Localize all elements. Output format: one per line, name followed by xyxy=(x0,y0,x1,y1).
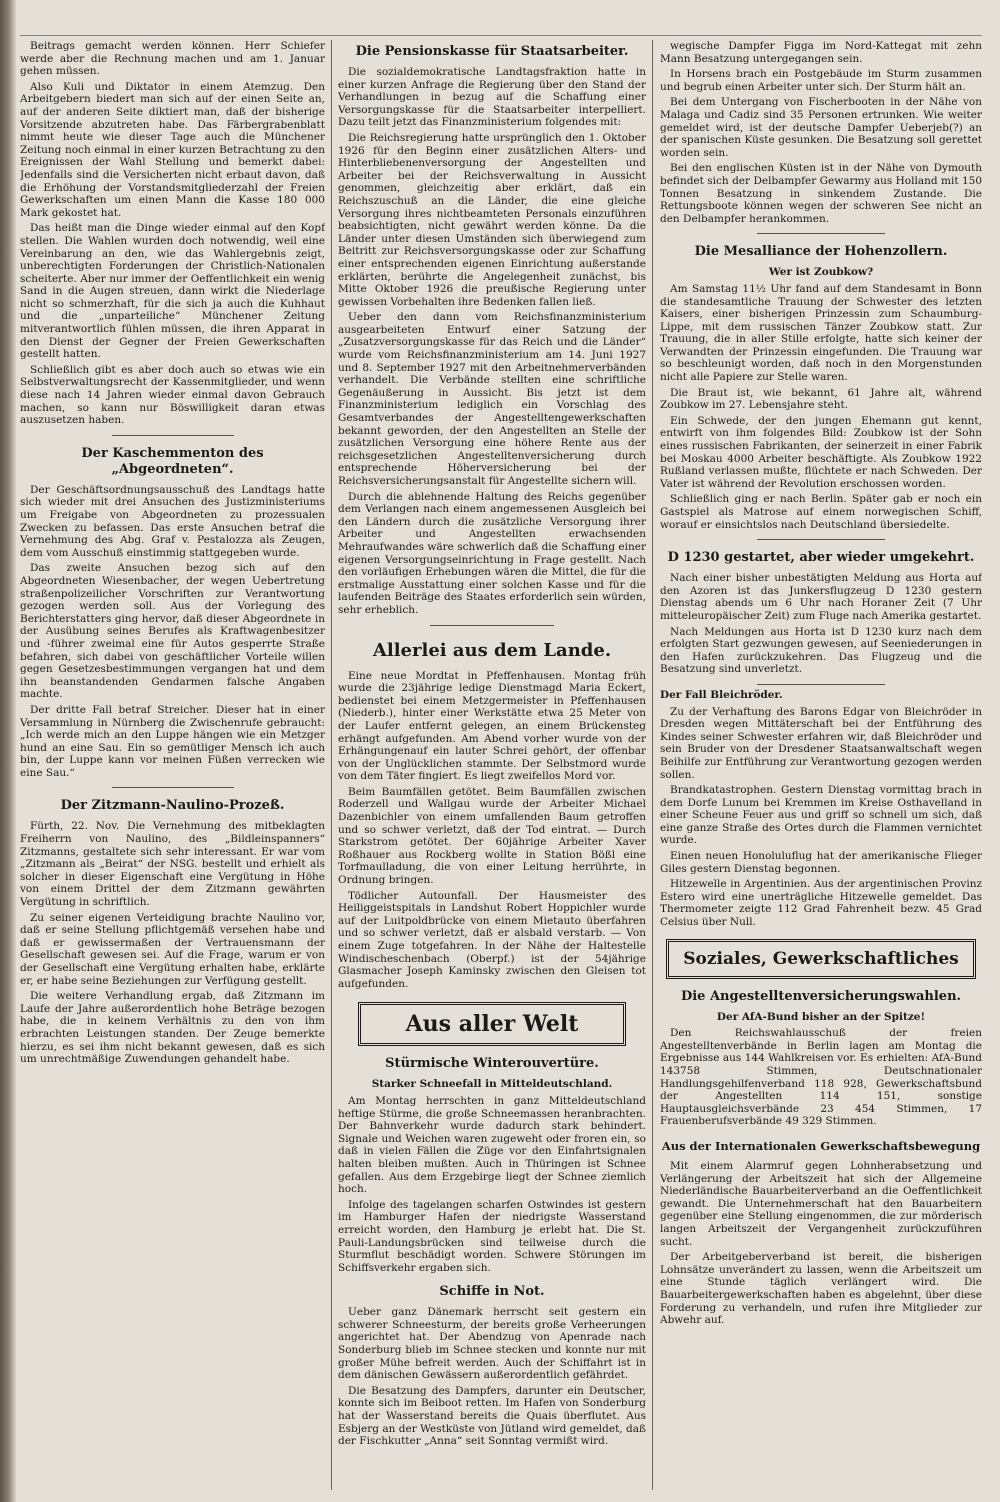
paragraph: Am Montag herrschten in ganz Mitteldeutschland heftige Stürme, die große Schneemassen heranbrachten. Der Bahnverkehr wurde dadurch stark behindert. Signale und Weichen waren zugeweht oder froren ein, so daß in vielen Fällen die Züge vor den Einfahrtsignalen halten bleiben mußten. Auch in Thüringen ist Schnee gefallen. Aus dem Erzgebirge liegt der Schnee ziemlich hoch. xyxy=(338,1094,646,1196)
paragraph: In Horsens brach ein Postgebäude im Sturm zusammen und begrub einen Arbeiter unter sich. Der Sturm hält an. xyxy=(660,68,982,93)
subheadline: Wer ist Zoubkow? xyxy=(768,266,874,279)
paragraph: Zu der Verhaftung des Barons Edgar von Bleichröder in Dresden wegen Mittäterschaft bei der Entführung des Kindes seiner Schwester erfahren wir, daß Bleichröder und sein Bruder von der Dresdener Staatsanwaltschaft wegen Beihilfe zur Entführung zur Verantwortung gezogen werden sollen. xyxy=(660,705,982,781)
column-rule-1 xyxy=(331,40,332,1490)
divider xyxy=(757,539,886,540)
divider xyxy=(112,435,234,436)
divider xyxy=(430,625,553,626)
paragraph: Den Reichswahlausschuß der freien Angestelltenverbände in Berlin lagen am Montag die Ergebnisse aus 144 Wahlkreisen vor. Es erhielten: AfA-Bund 143758 Stimmen, Deutschnationaler Handlungsgehilfenverband 118 928, Gewerkschaftsbund der Angestellten 114 151, sonstige Hauptausgleichsverbände 23 454 Stimmen, 17 Frauenberufsverbände 49 329 Stimmen. xyxy=(660,1027,982,1128)
paragraph: Beitrags gemacht werden können. Herr Schiefer werde aber die Rechnung machen und am 1. Januar gehen müssen. xyxy=(20,40,325,78)
paragraph: Infolge des tagelangen scharfen Ostwindes ist gestern im Hamburger Hafen der niedrigste Wasserstand erreicht worden, den Hamburg je erlebt hat. Die St. Pauli-Landungsbrücken sind teilweise durch die Sturmflut beschädigt worden. Schwere Störungen im Schiffsverkehr ergaben sich. xyxy=(338,1198,646,1274)
divider xyxy=(757,233,886,234)
paragraph: Der dritte Fall betraf Streicher. Dieser hat in einer Versammlung in Nürnberg die Zwischenrufe gebraucht: „Ich werde mich an den Luppe hängen wie ein Metzger hund an eine Sau. Ein so gemütliger Mensch ich auch bin, der Luppe kann vor meinen Füßen verrecken wie eine Sau.“ xyxy=(20,703,325,779)
paragraph: Zu seiner eigenen Verteidigung brachte Naulino vor, daß er seine Stellung pflichtgemäß versehen habe und daß er gewissermaßen der Vertrauensmann der Gesellschaft gewesen sei. Auf die Frage, warum er von der Gesellschaft eine Vergütung erhalten habe, erklärte er, er habe seine Beziehungen zur Verfügung gestellt. xyxy=(20,911,325,987)
divider xyxy=(757,684,886,685)
headline-pensionskasse: Die Pensionskasse für Staatsarbeiter. xyxy=(355,44,629,59)
paragraph: Die Braut ist, wie bekannt, 61 Jahre alt, während Zoubkow im 27. Lebensjahre steht. xyxy=(660,386,982,412)
paragraph: Das zweite Ansuchen bezog sich auf den Abgeordneten Wiesenbacher, der wegen Uebertretung straßenpolizeilicher Vorschriften zur Verantwortung gezogen werden soll. Aus der Vorlegung des Berichterstatters ging hervor, daß dieser Abgeordnete in der Ausübung seines Berufes als Kraftwagenbesitzer und -führer zweimal eine für Autos gesperrte Straße befahren, sich dabei von geschäftlicher Vorteile willen gegen Gesetzesbestimmungen vergangen hat und dem ihn beanstandenden Gendarmen falsche Angaben machte. xyxy=(20,562,325,701)
paragraph: Bei den englischen Küsten ist in der Nähe von Dymouth befindet sich der Delbampfer Gewarmy aus Holland mit 150 Tonnen Besatzung in sinkendem Zustande. Die Rettungsboote können wegen der schweren See nicht an den Delbampfer herankommen. xyxy=(660,162,982,225)
paragraph: Der Arbeitgeberverband ist bereit, die bisherigen Lohnsätze unverändert zu lassen, wenn die Arbeitszeit um eine Stunde täglich verlängert wird. Die Bauarbeitergewerkschaften haben es abgelehnt, über diese Forderung zu verhandeln, und rufen ihre Mitglieder zur Abwehr auf. xyxy=(660,1251,982,1327)
paragraph: wegische Dampfer Figga im Nord-Kattegat mit zehn Mann Besatzung untergegangen sein. xyxy=(660,40,982,65)
paragraph: Ueber den dann vom Reichsfinanzministerium ausgearbeiteten Entwurf einer Satzung der „Zusatzversorgungskasse für das Reich und die Länder“ wurde vom Reichsfinanzministerium am 14. Juni 1927 und 8. September 1927 mit den Arbeitnehmerverbänden verhandelt. Die Verbände stellten eine schriftliche Gegenäußerung in Aussicht. Bis jetzt ist dem Finanzministerium lediglich ein Vorschlag des Gesamtverbandes der Angestelltengewerkschaften bekannt geworden, der den Angestellten an Stelle der zusätzlichen Versorgung eine höhere Rente aus der reichsgesetzlichen Angestelltenversicherung durch entsprechende Höherversicherung bei der Reichsversicherungsanstalt für Angestellte sichern will. xyxy=(338,311,646,487)
paragraph: Hitzewelle in Argentinien. Aus der argentinischen Provinz Estero wird eine unerträgliche Hitzewelle gemeldet. Das Thermometer zeigte 112 Grad Fahrenheit bezw. 45 Grad Celsius über Null. xyxy=(660,878,982,929)
paragraph: Schließlich gibt es aber doch auch so etwas wie ein Selbstverwaltungsrecht der Kassenmitglieder, und wenn diese nach 14 Jahren wieder einmal davon Gebrauch machen, so kann nur Böswilligkeit daran etwas auszusetzen haben. xyxy=(20,363,325,427)
divider xyxy=(112,787,234,788)
headline-allerlei: Allerlei aus dem Lande. xyxy=(372,639,612,661)
headline-angestelltenwahlen: Die Angestelltenversicherungswahlen. xyxy=(680,988,962,1004)
paragraph: Ueber ganz Dänemark herrscht seit gestern ein schwerer Schneesturm, der bereits große Verheerungen angerichtet hat. Der Abendzug von Apenrade nach Sonderburg blieb im Schnee stecken und konnte nur mit großer Mühe befreit werden. Auch der Schiffahrt ist in dem dänischen Gewässern außerordentlich gefährdet. xyxy=(338,1306,646,1382)
paragraph: Eine neue Mordtat in Pfeffenhausen. Montag früh wurde die 23jährige ledige Dienstmagd Maria Eckert, bedienstet bei einem Metzgermeister in Pfeffenhausen (Niederb.), hinter einer Werkstätte etwa 25 Meter von der Laufer entfernt gelegen, an einem Brückensteg erhängt aufgefunden. Am Abend vorher wurde von der Erhängungenauf ein lauter Schrei gehört, der offenbar von der Unglücklichen stammte. Der Selbstmord wurde von dem Täter fingiert. Es liegt zweifellos Mord vor. xyxy=(338,669,646,783)
paragraph: Der Geschäftsordnungsausschuß des Landtags hatte sich wieder mit drei Ansuchen des Justizministeriums um Freigabe von Abgeordneten zu prozessualen Zwecken zu befassen. Das erste Ansuchen betraf die Vernehmung des Abg. Graf v. Pestalozza als Zeugen, dem vom Ausschuß einstimmig stattgegeben wurde. xyxy=(20,483,325,559)
headline-bleichroeder: Der Fall Bleichröder. xyxy=(660,688,783,701)
headline-winterouverture: Stürmische Winterouvertüre. xyxy=(385,1056,599,1072)
paragraph: Die weitere Verhandlung ergab, daß Zitzmann im Laufe der Jahre außerordentlich hohe Beträge bezogen habe, die in keinem Verhältnis zu den von ihm erbrachten Leistungen standen. Der Zeuge bemerkte hierzu, es sei ihm nicht bekannt gewesen, daß es sich um unrechtmäßige Zuwendungen gehandelt habe. xyxy=(20,990,325,1066)
paragraph: Nach einer bisher unbestätigten Meldung aus Horta auf den Azoren ist das Junkersflugzeug D 1230 gestern Dienstag abends um 6 Uhr nach Horaner Zeit (7 Uhr mitteleuropäischer Zeit) zum Fluge nach Amerika gestartet. xyxy=(660,572,982,622)
binding-edge xyxy=(0,0,16,1502)
column-rule-2 xyxy=(652,40,653,1490)
top-rule xyxy=(20,35,982,36)
headline-d1230: D 1230 gestartet, aber wieder umgekehrt. xyxy=(667,550,975,566)
paragraph: Durch die ablehnende Haltung des Reichs gegenüber dem Verlangen nach einem angemessenen Ausgleich bei den Ländern durch die zusätzliche Versorgung ihrer Arbeiter und Angestellten erwachsenden Mehraufwandes wäre schwerlich daß die Schaffung einer eigenen Versorgungseinrichtung in Frage gestellt. Nach den vorläufigen Erhebungen wären die Mittel, die für die erstmalige Ausstattung einer solchen Kasse und für die laufenden Beiträge des Staates erforderlich sein würden, sehr erheblich. xyxy=(338,490,646,616)
paragraph: Brandkatastrophen. Gestern Dienstag vormittag brach in dem Dorfe Lunum bei Kremmen im Kreise Osthavelland in einer Scheune Feuer aus und griff so schnell um sich, daß eine ganze Straße des Ortes durch die Flammen vernichtet wurde. xyxy=(660,784,982,847)
subheadline: Der AfA-Bund bisher an der Spitze! xyxy=(716,1010,926,1023)
paragraph: Die Reichsregierung hatte ursprünglich den 1. Oktober 1926 für den Beginn einer zusätzlichen Alters- und Hinterbliebenenversorgung der Angestellten und Arbeiter bei der Reichsverwaltung in Aussicht genommen, gleichzeitig aber erklärt, daß ein Reichszuschuß an die Länder, die eine gleiche Versorgung ihres nichtbeamteten Personals einzuführen beabsichtigten, nicht gewährt werden könne. Da die Länder unter diesen Umständen sich überwiegend zum Beitritt zur Reichsversorgungskasse oder zur Schaffung einer entsprechenden eigenen Einrichtung außerstande erklärten, berührte die Angelegenheit zunächst, bis Mitte Oktober 1926 die preußische Regierung unter gewissen Vorbehalten ihre Bedenken fallen ließ. xyxy=(338,131,646,308)
paragraph: Nach Meldungen aus Horta ist D 1230 kurz nach dem erfolgten Start gezwungen gewesen, auf Seeniederungen in den Hafen zurückzukehren. Das Flugzeug und die Besatzung sind unverletzt. xyxy=(660,625,982,676)
paragraph: Schließlich ging er nach Berlin. Später gab er noch ein Gastspiel als Matrose auf einem norwegischen Schiff, worauf er einsichtslos nach Deutschland übersiedelte. xyxy=(660,493,982,531)
headline-schiffe-in-not: Schiffe in Not. xyxy=(439,1284,545,1300)
headline-international: Aus der Internationalen Gewerkschaftsbewegung xyxy=(661,1138,981,1153)
headline-kaschemmenton: Der Kaschemmenton des „Abgeordneten“. xyxy=(81,445,264,477)
column-left xyxy=(20,40,325,1490)
paragraph: Die Besatzung des Dampfers, darunter ein Deutscher, konnte sich im Beiboot retten. Im Hafen von Sonderburg hat der Wasserstand bereits die Quais überflutet. Aus Esbjerg an der Westküste von Jütland wird gemeldet, daß der Fischkutter „Anna“ seit Sonntag vermißt wird. xyxy=(338,1384,646,1448)
headline-mesalliance: Die Mesalliance der Hohenzollern. xyxy=(694,244,948,260)
column-right xyxy=(660,40,982,1490)
paragraph: Das heißt man die Dinge wieder einmal auf den Kopf stellen. Die Wahlen wurden doch notwendig, weil eine Vereinbarung an den, wie das Wahlergebnis zeigt, unberechtigten Forderungen der Christlich-Nationalen scheiterte. Aber nur immer der Oeffentlichkeit ein wenig Sand in die Augen streuen, dann wirkt die Niederlage nicht so schmerzhaft, für die sich ja auch die Kuhhaut und die „unparteiliche“ Münchener Zeitung mitverantwortlich fühlen müssen, die ihren Apparat in den Dienst der Gegner der Freien Gewerkschaften gestellt hatten. xyxy=(20,222,325,361)
paragraph: Beim Baumfällen getötet. Beim Baumfällen zwischen Roderzell und Wallgau wurde der Arbeiter Michael Dazenbichler von einem umfallenden Baum getroffen und so schwer verletzt, daß der Tod eintrat. — Durch Starkstrom getötet. Der 60jährige Arbeiter Xaver Roßhauer aus Rockberg wollte in Station Bößl eine Torfmaulladung, die von einer Leitung herrührte, in Ordnung bringen. xyxy=(338,785,646,887)
paragraph: Am Samstag 11½ Uhr fand auf dem Standesamt in Bonn die standesamtliche Trauung der Schwester des letzten Kaisers, einer bisherigen Prinzessin zum Schaumburg-Lippe, mit dem russischen Tänzer Zoubkow statt. Zur Trauung, die in aller Stille erfolgte, hatte sich keiner der Verwandten der Prinzessin eingefunden. Die Trauung war so beschleunigt worden, daß noch in den Morgenstunden nicht alle Papiere zur Stelle waren. xyxy=(660,282,982,384)
paragraph: Also Kuli und Diktator in einem Atemzug. Den Arbeitgebern biedert man sich auf der einen Seite an, auf der anderen Seite diktiert man, daß der bisherige Vorsitzende abzutreten habe. Das Färbergrabenblatt nimmt heute wie dieser Tage auch die Münchener Zeitung noch einmal in einer kurzen Betrachtung zu den Ereignissen der Wahl Stellung und bemerkt dabei: Jedenfalls sind die Versicherten nicht erbaut davon, daß die Erhöhung der Vorstandsmitgliederzahl der Freien Gewerkschaften um einen Mann die Kasse 180 000 Mark gekostet hat. xyxy=(20,80,325,219)
paragraph: Fürth, 22. Nov. Die Vernehmung des mitbeklagten Freiherrn von Naulino, des „Bildleinspanners“ Zitzmanns, gestaltete sich sehr interessant. Er war vom „Zitzmann als „Beirat“ der NSG. bestellt und erhielt als solcher in dieser Eigenschaft eine Vergütung in Höhe von einem Drittel der dem Zitzmann gewährten Vergütung in schriftlich. xyxy=(20,820,325,909)
section-box-soziales: Soziales, Gewerkschaftliches xyxy=(666,939,976,979)
paragraph: Die sozialdemokratische Landtagsfraktion hatte in einer kurzen Anfrage die Regierung über den Stand der Verhandlungen in bezug auf die Schaffung einer Versorgungskasse für die Staatsarbeiter interpelliert. Dazu teilt jetzt das Finanzministerium folgendes mit: xyxy=(338,66,646,129)
paragraph: Einen neuen Honoluluflug hat der amerikanische Flieger Giles gestern Dienstag begonnen. xyxy=(660,850,982,875)
section-box-aus-aller-welt: Aus aller Welt xyxy=(358,1002,626,1046)
paragraph: Tödlicher Autounfall. Der Hausmeister des Heiliggeistspitals in Landshut Robert Hoppichler wurde auf der Luitpoldbrücke von einem Mietauto überfahren und so schwer verletzt, daß er alsbald verstarb. — Von einem Zuge totgefahren. In der Nähe der Haltestelle Windischeschenbach (Oberpf.) ist der 54jährige Glasmacher Joseph Kaminsky zwischen den Gleisen tot aufgefunden. xyxy=(338,889,646,990)
headline-zitzmann: Der Zitzmann-Naulino-Prozeß. xyxy=(60,798,285,814)
subheadline: Starker Schneefall in Mitteldeutschland. xyxy=(371,1078,613,1091)
paragraph: Bei dem Untergang von Fischerbooten in der Nähe von Malaga und Cadiz sind 35 Personen ertrunken. Wie weiter gemeldet wird, ist der deutsche Dampfer Ueberjeb(?) an der spanischen Küste gesunken. Die Besatzung soll gerettet worden sein. xyxy=(660,96,982,159)
paragraph: Mit einem Alarmruf gegen Lohnherabsetzung und Verlängerung der Arbeitszeit hat sich der Allgemeine Niederländische Bauarbeiterverband an die Oeffentlichkeit gewandt. Die Unternehmerschaft hat den Bauarbeitern gegenüber eine Stellung eingenommen, die zur mörderisch langen Arbeitszeit der Vergangenheit zurückzuführen sucht. xyxy=(660,1159,982,1248)
paragraph: Ein Schwede, der den jungen Ehemann gut kennt, entwirft von ihm folgendes Bild: Zoubkow ist der Sohn eines russischen Fabrikanten, der seinerzeit in einer Fabrik bei Moskau 4000 Arbeiter beschäftigte. Als Zoubkow 1922 Rußland verlassen mußte, flüchtete er nach Schweden. Der Vater ist während der Revolution erschossen worden. xyxy=(660,414,982,490)
column-middle xyxy=(338,40,646,1490)
